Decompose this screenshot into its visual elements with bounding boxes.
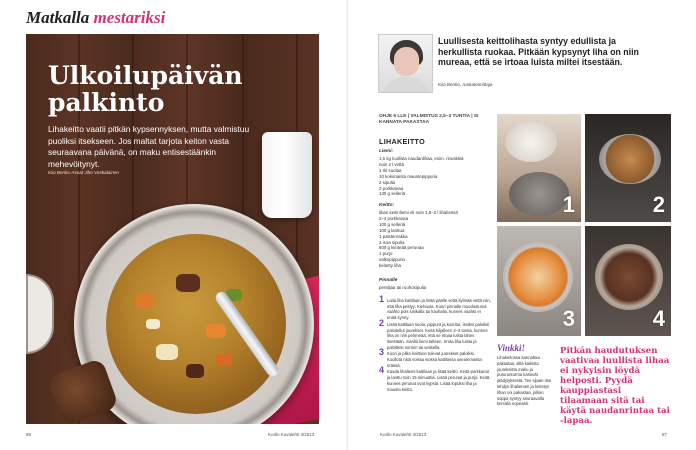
page-number-right: 87	[662, 432, 668, 437]
ingredient: 600 g kiinteää perunaa	[379, 245, 424, 251]
recipe-title: LIHAKEITTO	[379, 137, 425, 146]
article-title-line1: Ulkoilupäivän	[48, 61, 243, 90]
step-number: 3	[379, 347, 385, 358]
ingredient: 2 sipulia	[379, 179, 396, 185]
ingredient: keitetty liha	[379, 263, 401, 269]
step-photo-number: 3	[562, 306, 575, 331]
step-photos	[497, 114, 671, 336]
pull-quote: Pitkän haudutuksen vaativaa luullista lihaa ei nykyisin löydä helposti. Pyydä kauppiastasi tilaamaan sitä tai käytä naudanrintaa tai -lapaa.	[560, 346, 670, 426]
step-photo-number: 4	[652, 306, 665, 331]
photo-credit: Kiia Benko-Avoat Jiho Vaskalainen	[48, 170, 119, 175]
ingredient: 1,5 kg luullista naudanlihaa, esim. rinuskkiä	[379, 156, 464, 161]
serve-ingredients	[379, 285, 489, 291]
ingredient: lihan keitinliemi eli noin 1,5–2 l lihaliemiä	[379, 210, 458, 215]
recipe-step	[379, 347, 491, 368]
step-photo-number: 2	[652, 192, 665, 217]
recipe-step	[379, 365, 491, 392]
author-quote: Luullisesta keittolihasta syntyy edullista ja herkullista ruokaa. Pitkään kypsynyt liha on niin mureaa, että se irtoaa luista miltei itsestään.	[438, 36, 639, 68]
tip-text: Lihakeitossa kannattaa pakastaa, sillä kaikista juureksista maku ja pururunturma kärsivät jäädytyksestä. Tee sijaan itse lehdyn lihaliemen ja keitetyn lihan voi pakastaa, jolloin soppa syntyy seuraavalla kerralla nopeasti.	[497, 355, 552, 407]
article-lead: Lihakeitto vaatii pitkän kypsennyksen, mutta valmistuu puoliksi itsekseen. Jos maltat tarjota keiton vasta seuraavana päivänä, on maku entisestäänkin mehevöitynyt.	[48, 124, 250, 169]
step-text: Kaada lihaliemi kattilaan ja lisää keitto. Keitä porkkanat ja lanttu noin 15 minuuttia. Lisää perunat ja purjo. Keitä, kunnes perunat ovat kypsiä. Lisää lopuksi liha ja mausta keitto.	[387, 369, 491, 392]
section-title-prefix: Matkalla	[26, 8, 94, 27]
step-photo-4	[585, 226, 671, 336]
ingredient: 10 kokonaista maustepippuria	[379, 173, 438, 179]
ingredient: persiljaa tai ruohosipulia	[379, 285, 427, 290]
serve-heading: Pinnalle	[379, 278, 398, 283]
ingredient: valkopippuria	[379, 257, 405, 263]
broth-heading: Liemi:	[379, 149, 394, 154]
broth-ingredients	[379, 156, 489, 197]
step-photo-3	[497, 226, 581, 336]
step-photo-2	[585, 114, 671, 222]
ingredient: 1 purjo	[379, 251, 393, 257]
section-title	[26, 8, 165, 28]
step-number: 2	[379, 317, 385, 328]
side-plate	[26, 274, 54, 354]
step-photo-number: 1	[562, 192, 575, 217]
ingredient: 2 porkkanaa	[379, 185, 404, 191]
ingredient: 130 g selleriä	[379, 191, 406, 197]
recipe-step	[379, 294, 491, 321]
soup-heading: Keitto:	[379, 203, 395, 208]
step-number: 1	[379, 294, 385, 304]
footer-left: Kodin Kuvalehti 3/2013	[268, 432, 315, 437]
article-title-line2: palkinto	[48, 88, 165, 117]
soup-bowl-contents	[106, 234, 286, 414]
step-text: Kuori ja pilko keittoon tulevat juurekset paloiksi. Kuullota niitä voissa isossa kattilassa useammassa erässä.	[387, 351, 482, 368]
ingredient: 100 g lanttua	[379, 227, 405, 233]
ingredient: 100 g selleriä	[379, 221, 406, 227]
step-photo-1	[497, 114, 581, 222]
tip-title: Vinkki!	[497, 343, 526, 353]
ingredient: 2 isoa sipulia	[379, 239, 405, 245]
recipe-step	[379, 317, 491, 351]
step-text: Laita liha kattilaan ja lisää päälle vettä kylmää vettä niin, että liha peittyy. Kiehauta. Kuori pinnalle muodostunut vaahto pois lusikalla tai kauhalla, kunnes vaahto ei enää synny.	[387, 298, 491, 321]
ingredient: 2–4 porkkanaa	[379, 215, 409, 221]
step-number: 4	[379, 365, 385, 376]
article-title	[48, 62, 298, 116]
author-portrait	[378, 34, 433, 93]
recipe-steps	[379, 294, 491, 393]
section-title-accent: mestariksi	[93, 8, 166, 27]
milk-glass	[262, 132, 312, 218]
page-gutter	[347, 0, 349, 450]
soup-ingredients	[379, 210, 489, 269]
step-text: Lisää kattilaan suola, pippurit ja kuoritut, isoiksi paloiksi paloitellut juurekset. Keitä hiljalleen 2–3 tuntia, kunnes liha on niin pehmeää, että se irtoaa luista lähes itsestään. Siivilöi liemi talteen. Irrota liha luista ja paloittele sormin tai veitsellä.	[387, 321, 490, 350]
footer-right: Kodin Kuvalehti 3/2013	[380, 432, 427, 437]
soup-hero-photo	[26, 34, 319, 424]
ingredient: 1 palsternakka	[379, 233, 408, 239]
page-number-left: 86	[26, 432, 32, 437]
quote-author: Kiia Benko, ruokatoimittaja	[438, 82, 493, 87]
ingredient: noin 2 l vettä	[379, 161, 404, 167]
recipe-meta: OHJE 6 LLE | VALMISTUS 2,5–3 TUNTIA | SI KANNATA PAKASTAA	[379, 114, 479, 126]
ingredient: 1 rkl suolaa	[379, 167, 402, 173]
